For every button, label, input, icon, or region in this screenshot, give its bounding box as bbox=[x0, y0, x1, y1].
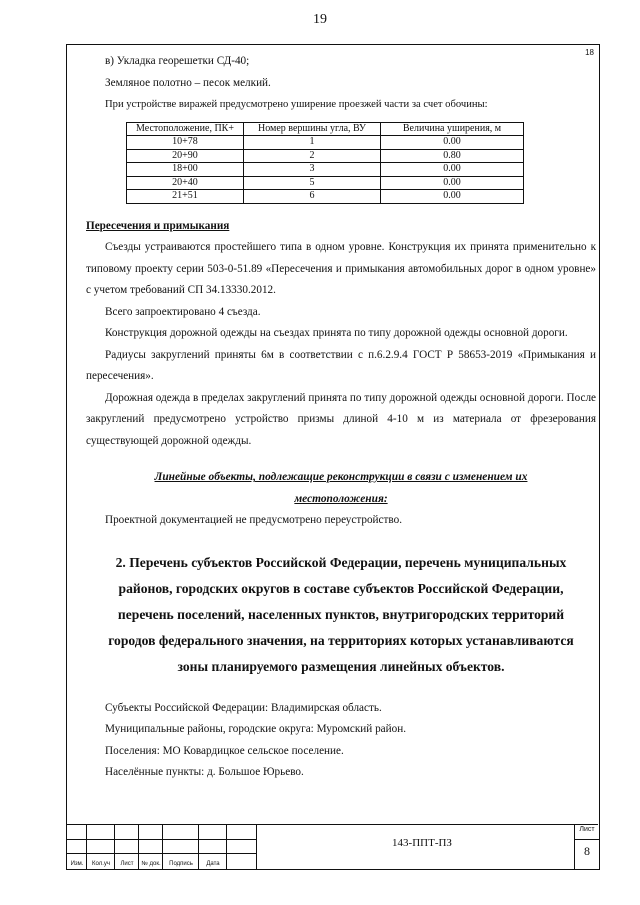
text-line: При устройстве виражей предусмотрено уширение проезжей части за счет обочины: bbox=[105, 99, 488, 110]
sheet-label: Лист bbox=[579, 826, 595, 833]
table-cell: 5 bbox=[244, 176, 381, 190]
table-row bbox=[127, 136, 524, 150]
paragraph: Проектной документацией не предусмотрено переустройство. bbox=[105, 514, 402, 526]
subject-line: Населённые пункты: д. Большое Юрьево. bbox=[105, 766, 304, 778]
table-cell: 21+51 bbox=[127, 190, 244, 204]
section-title-linear: Линейные объекты, подлежащие реконструкции в связи с изменением их bbox=[154, 471, 528, 483]
table-cell: 0.00 bbox=[381, 163, 524, 177]
section-title-linear-cont: местоположения: bbox=[294, 493, 388, 505]
table-cell: 0.00 bbox=[381, 176, 524, 190]
heading-line: районов, городских округов в составе субъектов Российской Федерации, bbox=[118, 580, 564, 596]
table-header-row bbox=[127, 122, 524, 136]
subject-line: Субъекты Российской Федерации: Владимирская область. bbox=[105, 701, 382, 714]
table-header: Величина уширения, м bbox=[381, 122, 524, 136]
page-number-top: 19 bbox=[313, 12, 327, 27]
corner-number: 18 bbox=[585, 48, 594, 57]
heading-line: зоны планируемого размещения линейных объектов. bbox=[177, 658, 505, 674]
table-cell: 2 bbox=[244, 149, 381, 163]
heading-line: перечень поселений, населенных пунктов, внутригородских территорий bbox=[117, 606, 565, 622]
paragraph: Съезды устраиваются простейшего типа в одном уровне. Конструкция их принята применительно к типовому проекту серии 503-0-51.89 «Пересечения и примыкания автомобильных дорог в одном уровне» с учетом требований СП 34.13330.2012. bbox=[86, 241, 596, 296]
sheet-box bbox=[574, 825, 598, 869]
text-line: Земляное полотно – песок мелкий. bbox=[105, 76, 271, 89]
heading-2 bbox=[86, 550, 596, 680]
subject-line: Поселения: МО Ковардицкое сельское поселение. bbox=[105, 744, 344, 757]
sheet-number: 8 bbox=[575, 839, 599, 859]
document-body bbox=[86, 51, 596, 784]
table-header: Номер вершины угла, ВУ bbox=[244, 122, 381, 136]
subject-line: Муниципальные районы, городские округа: Муромский район. bbox=[105, 723, 407, 735]
stamp-label: № док. bbox=[141, 861, 161, 867]
table-cell: 6 bbox=[244, 190, 381, 204]
table-row bbox=[127, 163, 524, 177]
title-block bbox=[67, 824, 598, 869]
table-cell: 0.00 bbox=[381, 136, 524, 150]
stamp-label: Дата bbox=[206, 861, 220, 867]
table-row bbox=[127, 149, 524, 163]
text-line: в) Укладка георешетки СД-40; bbox=[105, 55, 250, 67]
paragraph: Всего запроектировано 4 съезда. bbox=[105, 305, 261, 318]
paragraph: Конструкция дорожной одежды на съездах принята по типу дорожной одежды основной дороги. bbox=[105, 327, 568, 339]
heading-line: городов федерального значения, на территориях которых устанавливаются bbox=[108, 632, 574, 648]
table-cell: 10+78 bbox=[127, 136, 244, 150]
heading-line: 2. Перечень субъектов Российской Федерации, перечень муниципальных bbox=[115, 554, 567, 570]
document-frame bbox=[66, 44, 600, 870]
table-cell: 3 bbox=[244, 163, 381, 177]
table-header: Местоположение, ПК+ bbox=[127, 122, 244, 136]
paragraph: Радиусы закруглений приняты 6м в соответствии с п.6.2.9.4 ГОСТ Р 58653-2019 «Примыкания и пересечения». bbox=[86, 348, 596, 382]
table-row bbox=[127, 176, 524, 190]
stamp-label: Подпись bbox=[169, 861, 193, 867]
section-title-crossings: Пересечения и примыкания bbox=[86, 219, 230, 232]
widening-table bbox=[126, 122, 524, 204]
stamp-label: Кол.уч bbox=[92, 861, 110, 867]
paragraph: Дорожная одежда в пределах закруглений принята по типу дорожной одежды основной дороги. После закруглений предусмотрено устройство призмы длиной 4-10 м из материала от фрезерования существующей дорожной одежды. bbox=[86, 391, 596, 447]
table-cell: 0.00 bbox=[381, 190, 524, 204]
table-row bbox=[127, 190, 524, 204]
stamp-label: Изм. bbox=[70, 861, 84, 867]
stamp-label: Лист bbox=[120, 861, 134, 867]
table-cell: 0.80 bbox=[381, 149, 524, 163]
table-cell: 20+90 bbox=[127, 149, 244, 163]
table-cell: 20+40 bbox=[127, 176, 244, 190]
table-cell: 1 bbox=[244, 136, 381, 150]
table-cell: 18+00 bbox=[127, 163, 244, 177]
document-code: 143-ППТ-ПЗ bbox=[392, 837, 452, 849]
